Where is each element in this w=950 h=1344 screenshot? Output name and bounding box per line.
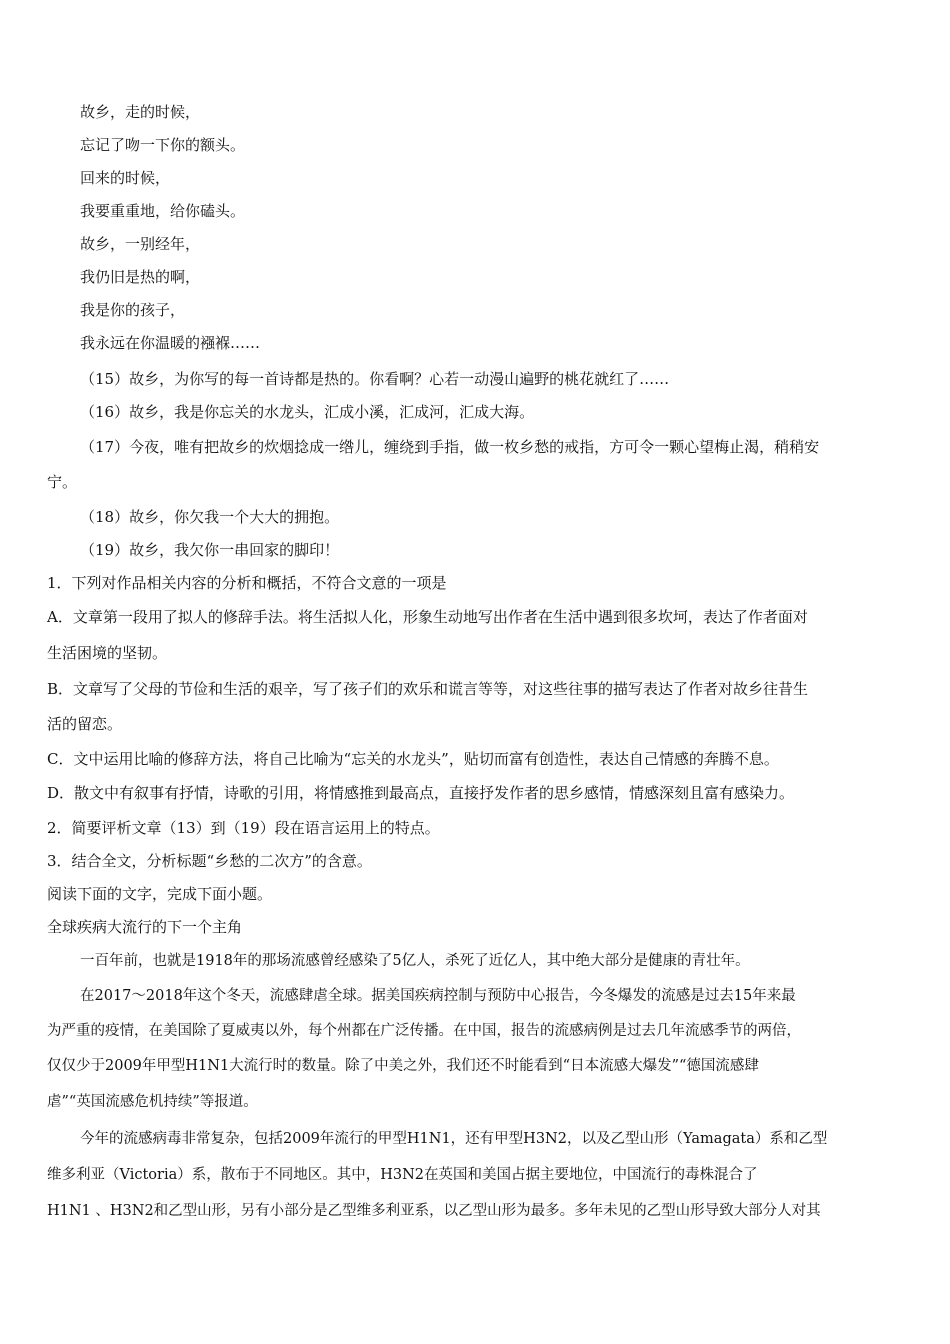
reading-instructions: 阅读下面的文字，完成下面小题。 — [47, 885, 273, 903]
question-2: 2．简要评析文章（13）到（19）段在语言运用上的特点。 — [47, 819, 440, 837]
option-d: D．散文中有叙事有抒情，诗歌的引用，将情感推到最高点，直接抒发作者的思乡感情，情感深刻且富有感染力。 — [47, 784, 795, 802]
poem-line: 我是你的孩子， — [80, 301, 186, 319]
poem-line: 故乡，走的时候， — [80, 103, 201, 121]
section-19: （19）故乡，我欠你一串回家的脚印！ — [80, 541, 340, 559]
poem-line: 忘记了吻一下你的额头。 — [80, 136, 246, 154]
section-18: （18）故乡，你欠我一个大大的拥抱。 — [80, 508, 340, 526]
article-paragraph-3-cont: H1N1 、H3N2和乙型山形，另有小部分是乙型维多利亚系，以乙型山形为最多。多年未见的乙型山形导致大部分人对其 — [47, 1203, 821, 1219]
option-b: B．文章写了父母的节俭和生活的艰辛，写了孩子们的欢乐和谎言等等，对这些往事的描写表达了作者对故乡往昔生 — [47, 680, 809, 698]
article-paragraph-2-cont: 仅仅少于2009年甲型H1N1大流行时的数量。除了中美之外，我们还不时能看到“日本流感大爆发”“德国流感肆 — [47, 1058, 759, 1074]
article-title: 全球疾病大流行的下一个主角 — [47, 918, 243, 936]
article-paragraph-2-cont: 虐”“英国流感危机持续”等报道。 — [47, 1094, 258, 1110]
section-16: （16）故乡，我是你忘关的水龙头，汇成小溪，汇成河，汇成大海。 — [80, 403, 535, 421]
section-17: （17）今夜，唯有把故乡的炊烟捻成一绺儿，缠绕到手指，做一枚乡愁的戒指，方可令一颗心望梅止渴，稍稍安 — [80, 438, 820, 456]
article-paragraph-3: 今年的流感病毒非常复杂，包括2009年流行的甲型H1N1，还有甲型H3N2，以及乙型山形（Yamagata）系和乙型 — [80, 1131, 828, 1147]
article-paragraph-1: 一百年前，也就是1918年的那场流感曾经感染了5亿人，杀死了近亿人，其中绝大部分是健康的青壮年。 — [80, 953, 750, 969]
poem-line: 回来的时候， — [80, 169, 171, 187]
article-paragraph-2-cont: 为严重的疫情，在美国除了夏威夷以外，每个州都在广泛传播。在中国，报告的流感病例是过去几年流感季节的两倍， — [47, 1023, 801, 1039]
section-15: （15）故乡，为你写的每一首诗都是热的。你看啊？心若一动漫山遍野的桃花就红了…… — [80, 370, 670, 388]
option-c: C．文中运用比喻的修辞方法，将自己比喻为“忘关的水龙头”，贴切而富有创造性，表达自己情感的奔腾不息。 — [47, 750, 779, 768]
article-paragraph-2: 在2017～2018年这个冬天，流感肆虐全球。据美国疾病控制与预防中心报告，今冬爆发的流感是过去15年来最 — [80, 988, 796, 1004]
poem-line: 我仍旧是热的啊， — [80, 268, 201, 286]
question-1: 1．下列对作品相关内容的分析和概括，不符合文意的一项是 — [47, 574, 447, 592]
option-a-cont: 生活困境的坚韧。 — [47, 644, 168, 662]
question-3: 3．结合全文，分析标题“乡愁的二次方”的含意。 — [47, 852, 372, 870]
section-17-cont: 宁。 — [47, 473, 78, 491]
option-b-cont: 活的留恋。 — [47, 715, 123, 733]
poem-line: 我要重重地，给你磕头。 — [80, 202, 246, 220]
poem-line: 故乡，一别经年， — [80, 235, 201, 253]
option-a: A．文章第一段用了拟人的修辞手法。将生活拟人化，形象生动地写出作者在生活中遇到很多坎坷，表达了作者面对 — [47, 608, 808, 626]
poem-line: 我永远在你温暖的襁褓…… — [80, 334, 261, 352]
article-paragraph-3-cont: 维多利亚（Victoria）系，散布于不同地区。其中，H3N2在英国和美国占据主要地位，中国流行的毒株混合了 — [47, 1167, 758, 1183]
